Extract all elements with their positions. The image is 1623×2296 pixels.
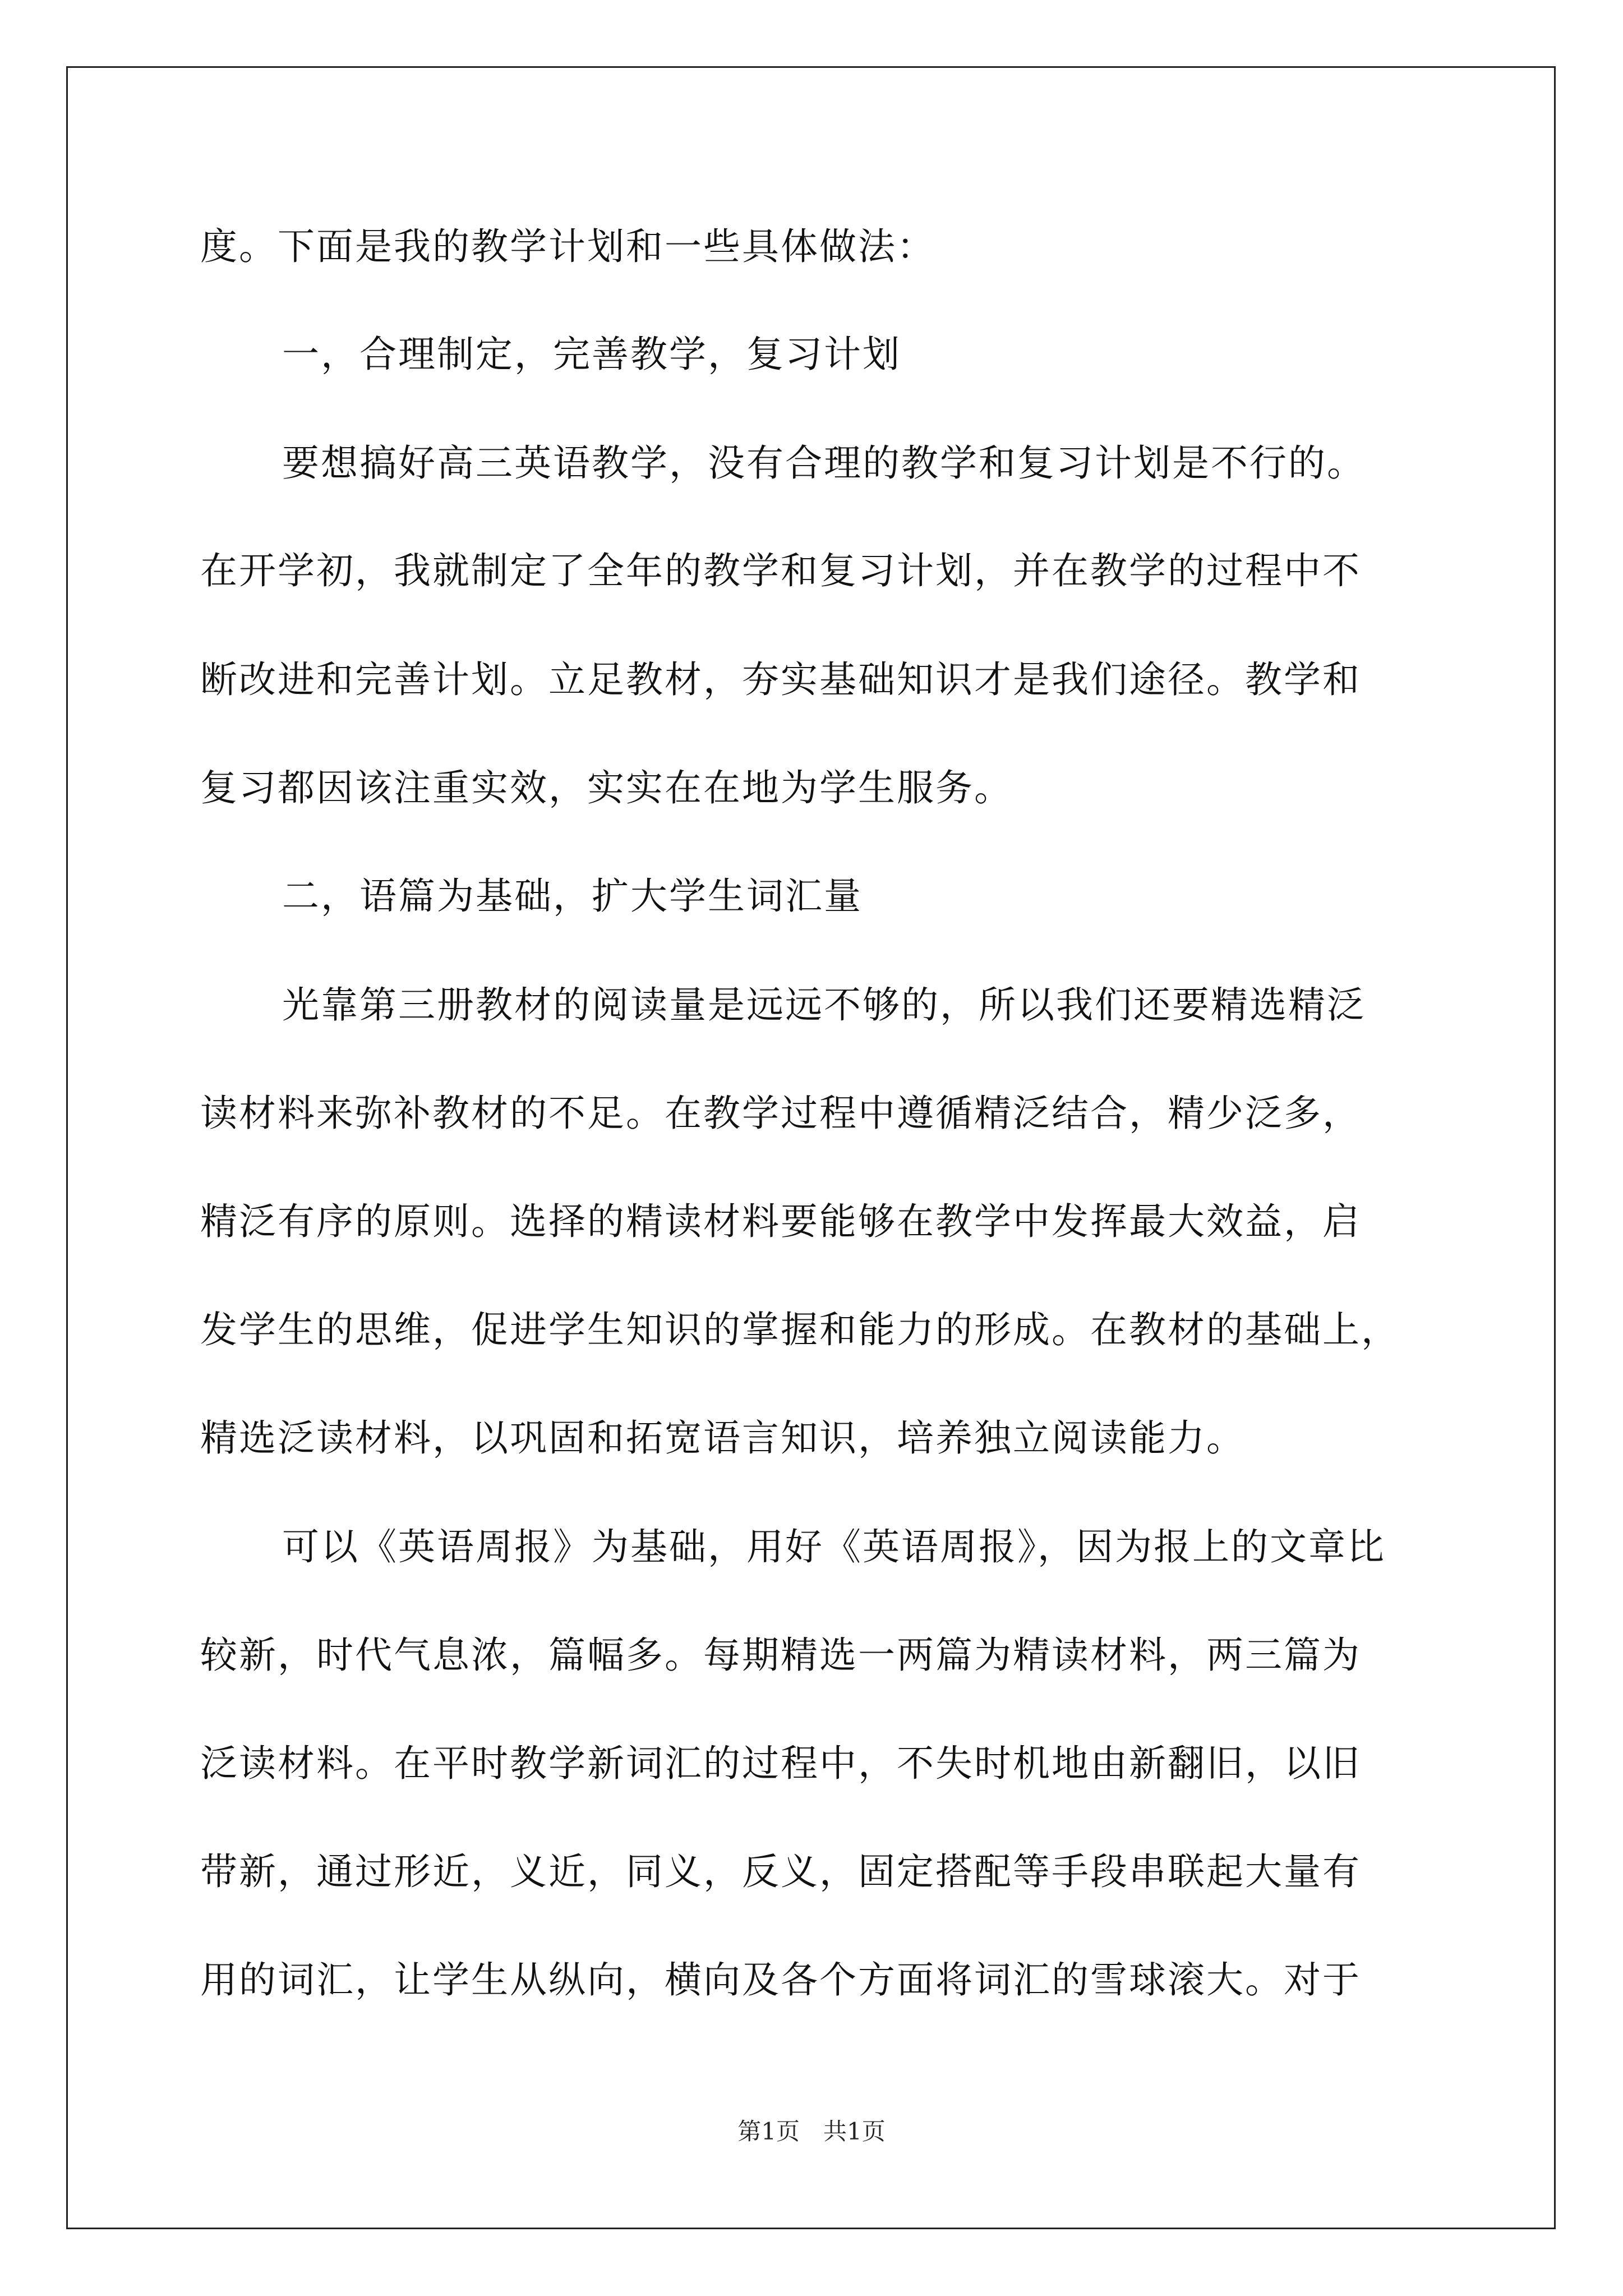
section-heading: 二，语篇为基础，扩大学生词汇量 (282, 875, 863, 918)
paragraph-line: 精泛有序的原则。选择的精读材料要能够在教学中发挥最大效益，启 (200, 1200, 1361, 1243)
paragraph-line: 可以《英语周报》为基础，用好《英语周报》，因为报上的文章比 (282, 1525, 1386, 1568)
page-border (66, 66, 1556, 2229)
paragraph-line: 读材料来弥补教材的不足。在教学过程中遵循精泛结合，精少泛多， (200, 1092, 1361, 1135)
paragraph-line: 在开学初，我就制定了全年的教学和复习计划，并在教学的过程中不 (200, 549, 1361, 592)
paragraph-line: 精选泛读材料，以巩固和拓宽语言知识，培养独立阅读能力。 (200, 1416, 1245, 1460)
paragraph-line: 光靠第三册教材的阅读量是远远不够的，所以我们还要精选精泛 (282, 983, 1366, 1027)
paragraph-line: 较新，时代气息浓，篇幅多。每期精选一两篇为精读材料，两三篇为 (200, 1634, 1361, 1677)
paragraph-line: 泛读材料。在平时教学新词汇的过程中，不失时机地由新翻旧，以旧 (200, 1742, 1361, 1785)
paragraph-line: 用的词汇，让学生从纵向，横向及各个方面将词汇的雪球滚大。对于 (200, 1958, 1361, 2001)
section-heading: 一，合理制定，完善教学，复习计划 (282, 333, 901, 376)
paragraph-line: 要想搞好高三英语教学，没有合理的教学和复习计划是不行的。 (282, 441, 1366, 485)
page-number-footer: 第1页 共1页 (737, 2118, 886, 2145)
paragraph-line: 复习都因该注重实效，实实在在地为学生服务。 (200, 766, 1013, 809)
paragraph-line: 度。下面是我的教学计划和一些具体做法： (200, 225, 935, 268)
paragraph-line: 带新，通过形近，义近，同义，反义，固定搭配等手段串联起大量有 (200, 1850, 1361, 1893)
paragraph-line: 发学生的思维，促进学生知识的掌握和能力的形成。在教材的基础上， (200, 1308, 1400, 1351)
paragraph-line: 断改进和完善计划。立足教材，夯实基础知识才是我们途径。教学和 (200, 658, 1361, 701)
